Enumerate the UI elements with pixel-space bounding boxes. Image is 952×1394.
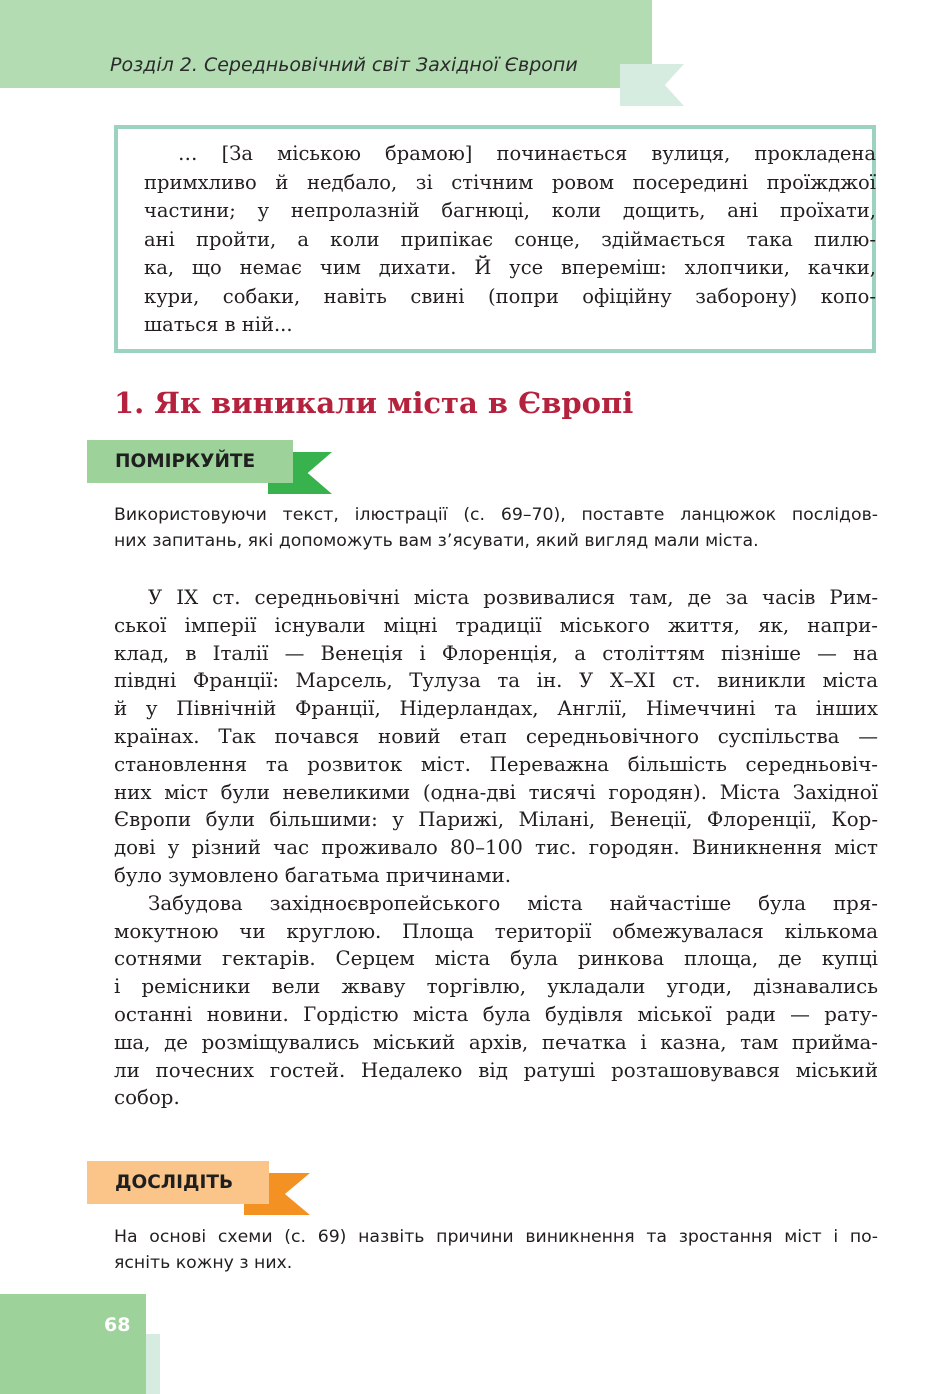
body-line: дові у різний час проживало 80–100 тис. городян. Виникнення міст [114,836,878,860]
body-line: мокутною чи круглою. Площа території обмежувалася кількома [114,919,878,943]
body-line: країнах. Так почався новий етап середньовічного суспільства — [114,724,878,748]
quote-line: примхливо й недбало, зі стічним ровом посередині проїжджої [144,170,876,194]
quote-text [144,140,876,340]
quote-line: шаться в ній... [144,313,293,336]
body-line: Європи були більшими: у Парижі, Мілані, Венеції, Флоренції, Кор- [114,808,878,832]
body-line: півдні Франції: Марсель, Тулуза та ін. У X–XI ст. виникли міста [114,669,878,693]
body-line: становлення та розвиток міст. Переважна більшість середньовіч- [114,752,878,776]
body-line: ша, де розміщувались міський архів, печатка і казна, там прийма- [114,1030,878,1054]
body-line: Забудова західноєвропейського міста найчастіше була пря- [148,891,878,915]
task-line: На основі схеми (с. 69) назвіть причини виникнення та зростання міст і по- [114,1227,878,1247]
page-number: 68 [104,1314,131,1336]
think-label: ПОМІРКУЙТЕ [87,440,293,483]
body-line: клад, в Італії — Венеція і Флоренція, а століттям пізніше — на [114,641,878,665]
body-text [114,584,878,1112]
body-line: останні новини. Гордістю міста була будівля міської ради — рату- [114,1002,878,1026]
page-number-accent [146,1334,160,1394]
quote-line: ка, що немає чим дихати. Й усе впереміш: хлопчики, качки, [144,256,876,279]
body-line: ської імперії існували міцні традиції міського життя, як, напри- [114,613,878,637]
section-title: 1. Як виникали міста в Європі [114,386,634,420]
body-line: і ремісники вели жваву торгівлю, укладали угоди, дізнавались [114,975,878,999]
body-line: ли почесних гостей. Недалеко від ратуші розташовувався міський [114,1058,878,1082]
research-label: ДОСЛІДІТЬ [87,1161,269,1204]
quote-line: ані пройти, а коли припікає сонце, здіймається така пилю- [144,227,876,251]
task-line: Використовуючи текст, ілюстрації (с. 69–70), поставте ланцюжок послідов- [114,505,878,525]
task-line: них запитань, які допоможуть вам з’ясувати, який вигляд мали міста. [114,531,759,551]
body-line: У IX ст. середньовічні міста розвивалися там, де за часів Рим- [148,586,878,609]
header-ribbon [620,64,684,106]
chapter-header: Розділ 2. Середньовічний світ Західної Європи [110,54,578,76]
body-line: собор. [114,1086,180,1110]
quote-line: кури, собаки, навіть свині (попри офіційну заборону) копо- [144,284,876,308]
research-task [114,1224,878,1276]
body-line: сотнями гектарів. Серцем міста була ринкова площа, де купці [114,947,878,971]
quote-line: частини; у непролазній багнюці, коли дощить, ані проїхати, [144,199,876,222]
quote-line: … [За міською брамою] починається вулиця, прокладена [178,142,876,165]
body-line: них міст були невеликими (одна-дві тисячі городян). Міста Західної [114,780,878,804]
body-line: було зумовлено багатьма причинами. [114,863,511,887]
page-number-band [0,1294,146,1394]
think-task [114,502,878,554]
task-line: ясніть кожну з них. [114,1253,293,1273]
body-line: й у Північній Франції, Нідерландах, Англії, Німеччині та інших [114,697,878,721]
